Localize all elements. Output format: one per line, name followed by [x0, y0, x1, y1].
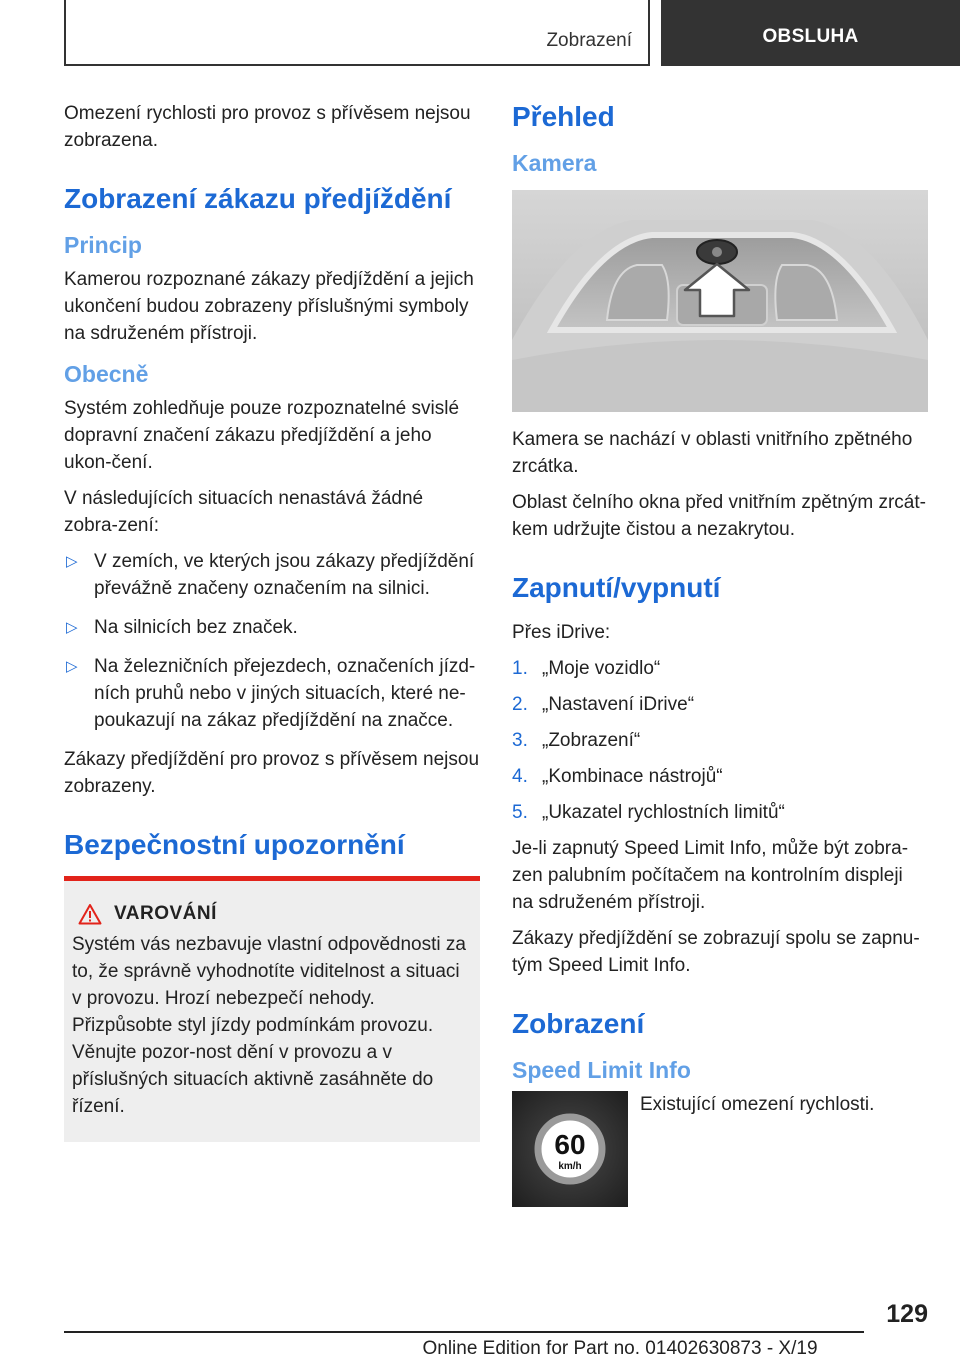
camera-location-illustration — [512, 190, 928, 412]
trailer-text: Zákazy předjíždění pro provoz s přívěsem nejsou zobrazeny. — [64, 749, 480, 797]
page-number: 129 — [886, 1300, 928, 1328]
situations-list — [64, 548, 480, 734]
warning-triangle-icon — [78, 903, 102, 925]
warning-text: Systém vás nezbavuje vlastní odpovědnosti za to, že správně vyhodnotíte viditelnost a situaci v provozu. Hrozí nebezpečí nehody. Přizpůsobte styl jízdy podmínkám provozu. Věnujte pozor‐nost dění v provozu a v příslušných situacích aktivně zasáhněte do řízení. — [72, 934, 466, 1117]
heading-safety: Bezpečnostní upozornění — [64, 829, 405, 860]
general-text-2: V následujících situacích nenastává žádné zobra‐zení: — [64, 488, 424, 536]
heading-on-off: Zapnutí/vypnutí — [512, 572, 721, 603]
list-item: 4. „Kombinace nástrojů“ — [512, 766, 723, 787]
header-section-box — [64, 0, 650, 66]
warning-title: VAROVÁNÍ — [114, 903, 217, 924]
footer-divider — [64, 1331, 864, 1333]
via-idrive-text: Přes iDrive: — [512, 622, 611, 643]
speed-limit-info-row — [512, 1091, 928, 1207]
heading-principle: Princip — [64, 232, 142, 258]
warning-header — [72, 903, 472, 925]
general-text-1: Systém zohledňuje pouze rozpoznatelné svislé dopravní značení zákazu předjíždění a jeho ukon‐čení. — [64, 398, 460, 473]
speed-limit-caption: Existující omezení rychlosti. — [640, 1094, 875, 1115]
list-item: 5. „Ukazatel rychlostních limitů“ — [512, 802, 785, 823]
speed-limit-value: 60 — [554, 1129, 586, 1160]
triangle-bullet-icon: ▷ — [66, 553, 78, 570]
camera-text-2: Oblast čelního okna před vnitřním zpětným zrcát‐kem udržujte čistou a nezakrytou. — [512, 492, 926, 540]
list-item: ▷ V zemích, ve kterých jsou zákazy předjíždění převážně značeny označením na silnici. — [64, 548, 480, 602]
camera-text-1: Kamera se nachází v oblasti vnitřního zpětného zrcátka. — [512, 429, 913, 477]
speed-limit-info-text-2: Zákazy předjíždění se zobrazují spolu se zapnu‐tým Speed Limit Info. — [512, 928, 920, 976]
heading-overview: Přehled — [512, 101, 615, 132]
edition-note: Online Edition for Part no. 01402630873 - X/19 — [422, 1338, 818, 1359]
heading-general: Obecně — [64, 361, 149, 387]
list-item: 2. „Nastavení iDrive“ — [512, 694, 695, 715]
header-section-title: Zobrazení — [546, 30, 632, 51]
left-column — [64, 100, 480, 1142]
right-column — [512, 100, 928, 1207]
header-chapter-tab: OBSLUHA — [661, 0, 960, 66]
speed-limit-info-text-1: Je-li zapnutý Speed Limit Info, může být zobra‐zen palubním počítačem na kontrolním displeji na sdruženém přístroji. — [512, 838, 909, 913]
heading-speed-limit-info: Speed Limit Info — [512, 1057, 691, 1083]
triangle-bullet-icon: ▷ — [66, 658, 78, 675]
list-item: ▷ Na železničních přejezdech, označeních jízd‐ních pruhů nebo v jiných situacích, které ne‐poukazují na zákaz předjíždění na značce. — [64, 653, 480, 734]
steps-list — [512, 655, 928, 826]
principle-text: Kamerou rozpoznané zákazy předjíždění a jejich ukončení budou zobrazeny příslušnými symboly na sdruženém přístroji. — [64, 269, 474, 344]
list-item: 3. „Zobrazení“ — [512, 730, 641, 751]
heading-camera: Kamera — [512, 150, 597, 176]
heading-display: Zobrazení — [512, 1008, 645, 1039]
list-item: ▷ Na silnicích bez značek. — [64, 614, 480, 641]
speed-limit-sign-icon — [512, 1091, 628, 1207]
intro-text: Omezení rychlosti pro provoz s přívěsem nejsou zobrazena. — [64, 103, 471, 151]
triangle-bullet-icon: ▷ — [66, 619, 78, 636]
list-item: 1. „Moje vozidlo“ — [512, 658, 661, 679]
heading-overtaking-display: Zobrazení zákazu předjíždění — [64, 183, 452, 214]
warning-box — [64, 876, 480, 1142]
speed-limit-unit: km/h — [558, 1161, 582, 1172]
